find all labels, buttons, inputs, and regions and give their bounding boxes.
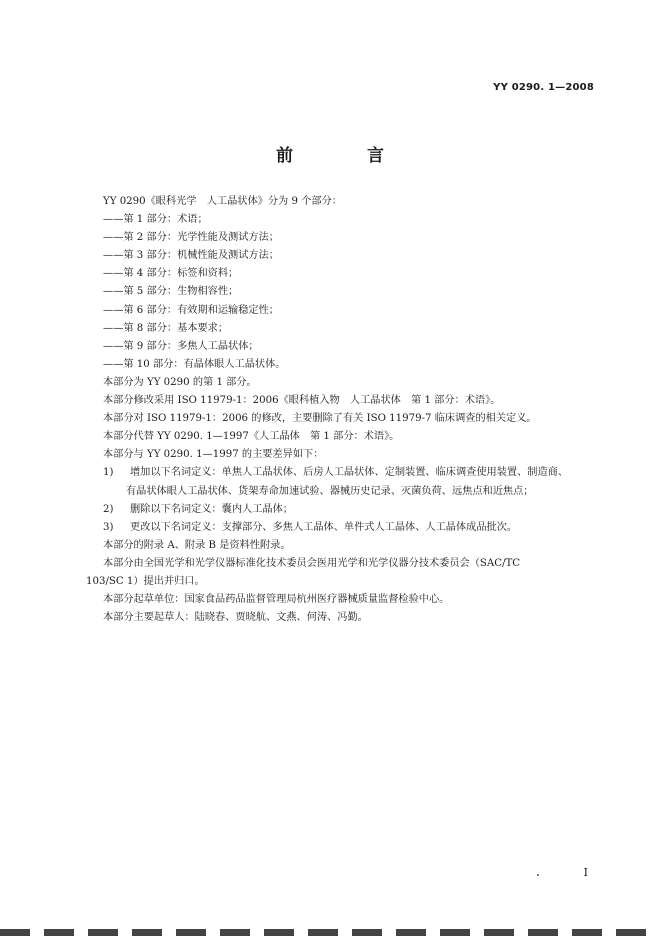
paragraph: 本部分修改采用 ISO 11979-1：2006《眼科植入物 人工晶状体 第 1 部分：术语》。 — [103, 395, 501, 407]
scan-speck — [537, 874, 539, 876]
item-text: 删除以下名词定义：囊内人工晶体； — [130, 503, 293, 515]
difference-item — [103, 464, 603, 482]
item-number: 2) — [103, 503, 114, 515]
paragraph: 本部分与 YY 0290. 1—1997 的主要差异如下： — [103, 449, 324, 461]
difference-item — [103, 519, 603, 537]
part-item: ——第 6 部分：有效期和运输稳定性； — [103, 304, 279, 316]
standard-code: YY 0290. 1—2008 — [493, 82, 594, 93]
paragraph: 本部分对 ISO 11979-1：2006 的修改，主要删除了有关 ISO 11979-7 临床调查的相关定义。 — [103, 413, 537, 425]
part-item: ——第 5 部分：生物相容性； — [103, 286, 239, 298]
item-text: 增加以下名词定义：单焦人工晶状体、后房人工晶状体、定制装置、临床调查使用装置、制造商、 — [130, 467, 569, 479]
scan-edge — [0, 929, 660, 936]
paragraph: 本部分的附录 A、附录 B 是资料性附录。 — [103, 539, 291, 551]
part-item: ——第 2 部分：光学性能及测试方法； — [103, 232, 279, 244]
item-text: 更改以下名词定义：支撑部分、多焦人工晶体、单件式人工晶体、人工晶体成品批次。 — [130, 521, 518, 533]
paragraph: 本部分起草单位：国家食品药品监督管理局杭州医疗器械质量监督检验中心。 — [103, 594, 450, 606]
part-item: ——第 9 部分：多焦人工晶状体； — [103, 340, 259, 352]
item-number: 3) — [103, 521, 114, 533]
difference-item — [103, 501, 603, 519]
paragraph: 本部分代替 YY 0290. 1—1997《人工晶体 第 1 部分：术语》。 — [103, 431, 400, 443]
paragraph: 本部分由全国光学和光学仪器标准化技术委员会医用光学和光学仪器分技术委员会（SAC/TC — [103, 557, 521, 569]
part-item: ——第 1 部分：术语； — [103, 214, 208, 226]
difference-item-continuation: 有晶状体眼人工晶状体、货架寿命加速试验、器械历史记录、灭菌负荷、远焦点和近焦点； — [126, 485, 534, 497]
page-title: 前 言 — [276, 146, 418, 166]
paragraph-continuation: 103/SC 1）提出并归口。 — [86, 575, 205, 587]
part-item: ——第 10 部分：有晶体眼人工晶状体。 — [103, 358, 286, 370]
paragraph: 本部分主要起草人：陆晓春、贾晓航、文燕、何涛、冯勤。 — [103, 612, 368, 624]
paragraph: 本部分为 YY 0290 的第 1 部分。 — [103, 376, 257, 388]
part-item: ——第 4 部分：标签和资料； — [103, 268, 239, 280]
intro-line: YY 0290《眼科光学 人工晶状体》分为 9 个部分： — [103, 196, 342, 207]
part-item: ——第 3 部分：机械性能及测试方法； — [103, 250, 279, 262]
part-item: ——第 8 部分：基本要求； — [103, 322, 229, 334]
foreword-body — [86, 193, 603, 627]
page-number: I — [583, 866, 588, 879]
item-number: 1) — [103, 467, 114, 479]
